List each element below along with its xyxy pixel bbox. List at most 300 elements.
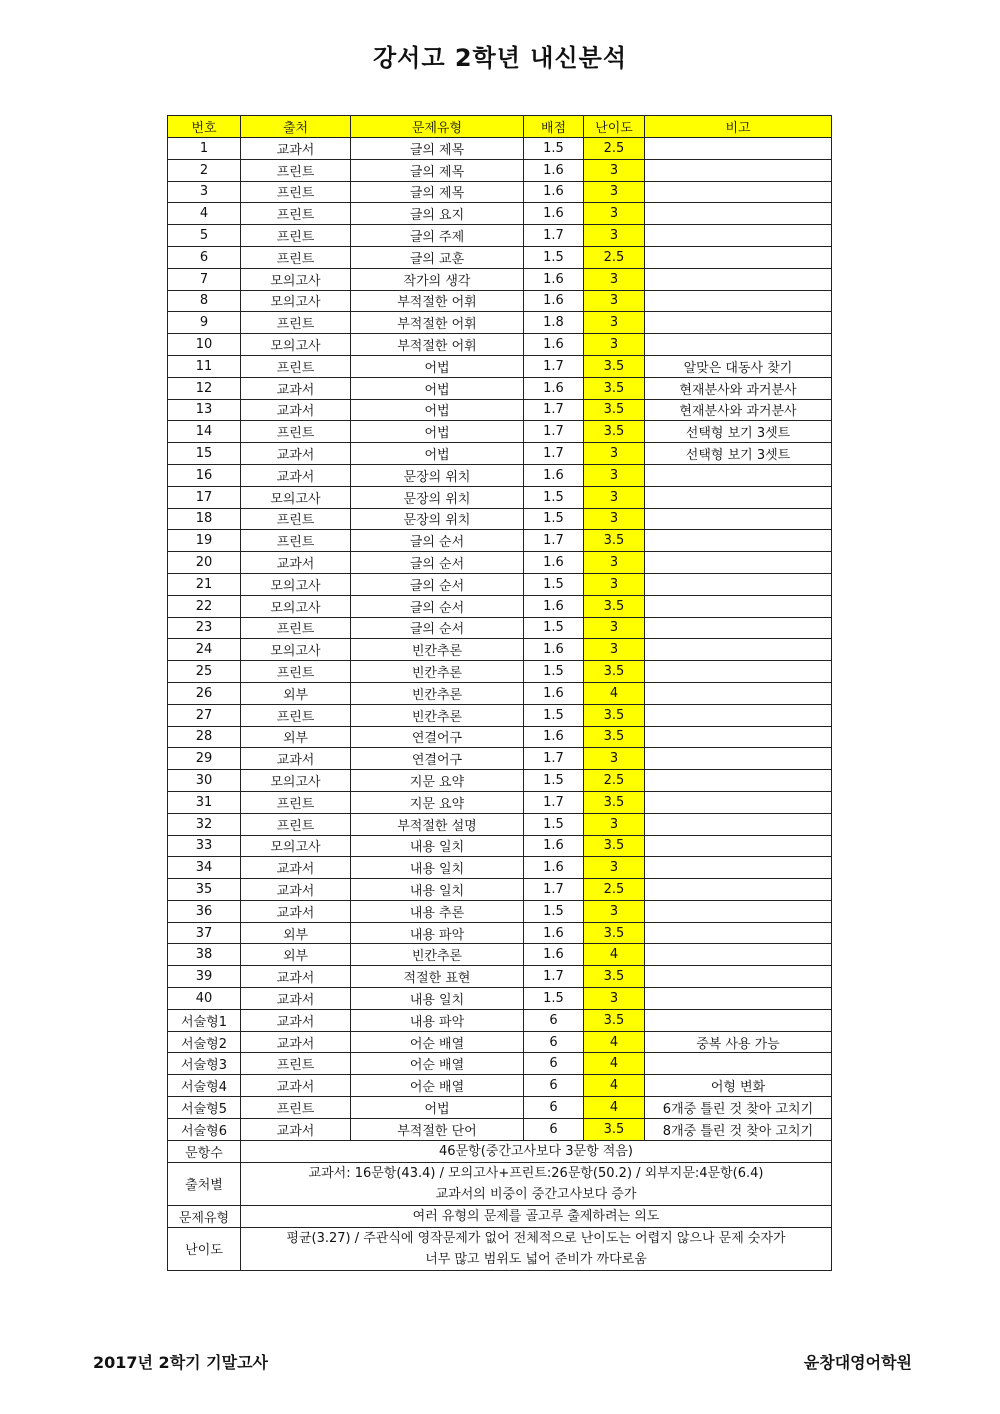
cell-score: 1.7 [524,443,584,465]
cell-score: 1.6 [524,159,584,181]
cell-score: 1.6 [524,181,584,203]
cell-difficulty: 3.5 [584,726,645,748]
cell-no: 1 [168,138,241,160]
cell-score: 6 [524,1053,584,1075]
cell-source: 프린트 [241,791,351,813]
cell-source: 모의고사 [241,573,351,595]
table-row [168,595,832,617]
table-row [168,1075,832,1097]
cell-source: 교과서 [241,138,351,160]
cell-score: 1.5 [524,508,584,530]
cell-type: 내용 추론 [351,900,524,922]
cell-type: 빈칸추론 [351,661,524,683]
cell-note [645,486,832,508]
cell-note [645,181,832,203]
cell-type: 글의 제목 [351,181,524,203]
cell-no: 17 [168,486,241,508]
cell-type: 어법 [351,399,524,421]
summary-label: 난이도 [168,1227,241,1270]
cell-difficulty: 3.5 [584,1009,645,1031]
cell-note [645,1009,832,1031]
cell-source: 교과서 [241,857,351,879]
cell-difficulty: 3 [584,508,645,530]
footer-academy-name: 윤창대영어학원 [803,1353,912,1372]
cell-difficulty: 3 [584,443,645,465]
cell-no: 34 [168,857,241,879]
cell-note: 알맞은 대동사 찾기 [645,355,832,377]
cell-source: 프린트 [241,159,351,181]
summary-line: 너무 많고 범위도 넓어 준비가 까다로움 [425,1251,647,1267]
cell-difficulty: 3.5 [584,922,645,944]
cell-difficulty: 3.5 [584,704,645,726]
cell-type: 글의 제목 [351,159,524,181]
cell-score: 1.5 [524,246,584,268]
cell-note: 어형 변화 [645,1075,832,1097]
table-row [168,726,832,748]
summary-line: 여러 유형의 문제를 골고루 출제하려는 의도 [412,1208,660,1224]
header-source: 출처 [241,116,351,138]
summary-row [168,1140,832,1162]
cell-score: 6 [524,1097,584,1119]
cell-no: 15 [168,443,241,465]
cell-note [645,159,832,181]
cell-note [645,552,832,574]
cell-note: 8개중 틀린 것 찾아 고치기 [645,1118,832,1140]
cell-type: 글의 순서 [351,595,524,617]
cell-source: 프린트 [241,661,351,683]
cell-type: 어법 [351,443,524,465]
cell-type: 연결어구 [351,748,524,770]
cell-no: 29 [168,748,241,770]
cell-score: 1.6 [524,639,584,661]
cell-type: 내용 파악 [351,1009,524,1031]
cell-type: 문장의 위치 [351,464,524,486]
cell-no: 40 [168,988,241,1010]
cell-score: 1.6 [524,334,584,356]
cell-note [645,508,832,530]
cell-difficulty: 4 [584,1097,645,1119]
cell-note [645,988,832,1010]
table-row [168,791,832,813]
table-row [168,1097,832,1119]
cell-source: 교과서 [241,552,351,574]
cell-score: 1.6 [524,203,584,225]
cell-source: 교과서 [241,464,351,486]
cell-difficulty: 3.5 [584,530,645,552]
table-row [168,748,832,770]
cell-no: 18 [168,508,241,530]
cell-no: 8 [168,290,241,312]
summary-text [241,1227,832,1270]
cell-type: 부적절한 설명 [351,813,524,835]
cell-no: 37 [168,922,241,944]
cell-difficulty: 2.5 [584,879,645,901]
cell-source: 프린트 [241,704,351,726]
cell-note: 현재분사와 과거분사 [645,377,832,399]
cell-note [645,464,832,486]
table-row [168,704,832,726]
cell-source: 교과서 [241,748,351,770]
cell-score: 1.7 [524,530,584,552]
cell-source: 교과서 [241,399,351,421]
cell-type: 내용 일치 [351,879,524,901]
cell-score: 1.7 [524,748,584,770]
cell-type: 글의 순서 [351,617,524,639]
cell-score: 1.6 [524,464,584,486]
cell-type: 글의 주제 [351,225,524,247]
table-row [168,617,832,639]
cell-type: 작가의 생각 [351,268,524,290]
header-score: 배점 [524,116,584,138]
cell-no: 11 [168,355,241,377]
cell-source: 교과서 [241,966,351,988]
cell-note [645,639,832,661]
cell-difficulty: 3 [584,181,645,203]
table-row [168,1031,832,1053]
cell-difficulty: 3.5 [584,661,645,683]
cell-note [645,748,832,770]
cell-source: 프린트 [241,246,351,268]
cell-score: 1.6 [524,377,584,399]
header-type: 문제유형 [351,116,524,138]
cell-type: 부적절한 어휘 [351,312,524,334]
cell-source: 모의고사 [241,290,351,312]
cell-note [645,203,832,225]
cell-no: 9 [168,312,241,334]
cell-score: 1.5 [524,617,584,639]
cell-difficulty: 3 [584,617,645,639]
cell-note [645,617,832,639]
table-row [168,988,832,1010]
cell-note [645,966,832,988]
header-no: 번호 [168,116,241,138]
table-row [168,1009,832,1031]
cell-difficulty: 3 [584,268,645,290]
cell-source: 외부 [241,682,351,704]
table-row [168,443,832,465]
cell-difficulty: 3.5 [584,355,645,377]
cell-source: 프린트 [241,181,351,203]
cell-difficulty: 3 [584,486,645,508]
cell-source: 교과서 [241,377,351,399]
cell-type: 지문 요약 [351,770,524,792]
cell-score: 1.5 [524,661,584,683]
table-row [168,944,832,966]
cell-source: 프린트 [241,225,351,247]
table-row [168,421,832,443]
cell-source: 교과서 [241,1031,351,1053]
cell-difficulty: 3 [584,748,645,770]
cell-score: 1.5 [524,988,584,1010]
cell-difficulty: 4 [584,1031,645,1053]
cell-difficulty: 3 [584,159,645,181]
cell-source: 모의고사 [241,595,351,617]
header-row [168,116,832,138]
cell-no: 25 [168,661,241,683]
cell-difficulty: 3 [584,203,645,225]
summary-line: 교과서의 비중이 중간고사보다 증가 [435,1186,637,1202]
table-row [168,377,832,399]
cell-no: 19 [168,530,241,552]
cell-note [645,704,832,726]
cell-type: 빈칸추론 [351,682,524,704]
cell-score: 1.7 [524,966,584,988]
cell-no: 38 [168,944,241,966]
analysis-table [167,115,832,1271]
cell-note: 선택형 보기 3셋트 [645,443,832,465]
cell-source: 프린트 [241,530,351,552]
cell-source: 프린트 [241,312,351,334]
cell-difficulty: 2.5 [584,138,645,160]
cell-note [645,770,832,792]
cell-score: 1.5 [524,900,584,922]
cell-no: 24 [168,639,241,661]
cell-score: 1.6 [524,682,584,704]
cell-difficulty: 3.5 [584,835,645,857]
table-row [168,159,832,181]
cell-note [645,334,832,356]
summary-text [241,1140,832,1162]
cell-no: 22 [168,595,241,617]
table-row [168,290,832,312]
cell-type: 내용 일치 [351,988,524,1010]
cell-type: 적절한 표현 [351,966,524,988]
cell-score: 1.7 [524,355,584,377]
cell-score: 1.6 [524,268,584,290]
summary-line: 46문항(중간고사보다 3문항 적음) [439,1143,633,1159]
cell-note: 선택형 보기 3셋트 [645,421,832,443]
cell-score: 1.6 [524,595,584,617]
cell-source: 교과서 [241,988,351,1010]
table-row [168,1118,832,1140]
cell-source: 프린트 [241,1053,351,1075]
cell-difficulty: 3 [584,639,645,661]
cell-score: 6 [524,1118,584,1140]
cell-note [645,813,832,835]
cell-source: 외부 [241,944,351,966]
cell-score: 1.7 [524,421,584,443]
table-body [168,138,832,1141]
cell-score: 1.7 [524,879,584,901]
cell-difficulty: 4 [584,1075,645,1097]
cell-type: 어법 [351,377,524,399]
cell-source: 프린트 [241,508,351,530]
table-row [168,203,832,225]
cell-source: 교과서 [241,879,351,901]
cell-source: 프린트 [241,1097,351,1119]
summary-label: 문제유형 [168,1205,241,1227]
cell-type: 어순 배열 [351,1053,524,1075]
cell-note [645,225,832,247]
cell-score: 1.6 [524,726,584,748]
table-row [168,682,832,704]
cell-difficulty: 3.5 [584,791,645,813]
cell-score: 6 [524,1031,584,1053]
cell-source: 프린트 [241,421,351,443]
cell-no: 7 [168,268,241,290]
cell-source: 교과서 [241,443,351,465]
cell-type: 내용 일치 [351,835,524,857]
cell-difficulty: 3 [584,573,645,595]
cell-difficulty: 2.5 [584,246,645,268]
cell-type: 어법 [351,1097,524,1119]
cell-no: 서술형4 [168,1075,241,1097]
cell-no: 32 [168,813,241,835]
cell-no: 27 [168,704,241,726]
cell-no: 서술형2 [168,1031,241,1053]
cell-type: 부적절한 어휘 [351,334,524,356]
table-row [168,486,832,508]
cell-difficulty: 3.5 [584,1118,645,1140]
cell-source: 프린트 [241,355,351,377]
cell-type: 빈칸추론 [351,704,524,726]
cell-type: 글의 제목 [351,138,524,160]
cell-type: 지문 요약 [351,791,524,813]
cell-score: 1.7 [524,225,584,247]
cell-source: 모의고사 [241,835,351,857]
table-row [168,857,832,879]
cell-difficulty: 2.5 [584,770,645,792]
cell-difficulty: 4 [584,944,645,966]
cell-no: 서술형5 [168,1097,241,1119]
cell-difficulty: 3 [584,225,645,247]
cell-difficulty: 3.5 [584,966,645,988]
cell-note [645,1053,832,1075]
cell-note [645,530,832,552]
table-row [168,312,832,334]
cell-source: 프린트 [241,617,351,639]
cell-type: 부적절한 어휘 [351,290,524,312]
cell-no: 14 [168,421,241,443]
cell-source: 프린트 [241,813,351,835]
cell-type: 글의 순서 [351,573,524,595]
header-difficulty: 난이도 [584,116,645,138]
table-row [168,770,832,792]
cell-score: 6 [524,1075,584,1097]
cell-type: 내용 일치 [351,857,524,879]
cell-no: 서술형3 [168,1053,241,1075]
cell-score: 6 [524,1009,584,1031]
cell-difficulty: 4 [584,682,645,704]
cell-note: 현재분사와 과거분사 [645,399,832,421]
cell-no: 13 [168,399,241,421]
cell-score: 1.6 [524,944,584,966]
cell-note [645,857,832,879]
table-row [168,639,832,661]
cell-type: 어법 [351,355,524,377]
cell-type: 글의 요지 [351,203,524,225]
cell-difficulty: 3.5 [584,399,645,421]
summary-row [168,1205,832,1227]
summary-line: 평균(3.27) / 주관식에 영작문제가 없어 전체적으로 난이도는 어렵지 않으나 문제 숫자가 [286,1230,786,1246]
cell-note: 중복 사용 가능 [645,1031,832,1053]
cell-no: 서술형6 [168,1118,241,1140]
table-row [168,138,832,160]
cell-type: 부적절한 단어 [351,1118,524,1140]
cell-score: 1.7 [524,791,584,813]
table-row [168,225,832,247]
cell-source: 교과서 [241,1118,351,1140]
table-row [168,399,832,421]
cell-type: 빈칸추론 [351,944,524,966]
table-row [168,355,832,377]
cell-note [645,922,832,944]
table-row [168,1053,832,1075]
cell-difficulty: 3.5 [584,595,645,617]
cell-note [645,573,832,595]
cell-no: 12 [168,377,241,399]
footer-exam-label: 2017년 2학기 기말고사 [93,1353,268,1372]
cell-score: 1.6 [524,835,584,857]
cell-source: 모의고사 [241,770,351,792]
cell-note [645,312,832,334]
cell-type: 글의 순서 [351,530,524,552]
cell-type: 글의 순서 [351,552,524,574]
cell-source: 모의고사 [241,268,351,290]
cell-difficulty: 3 [584,857,645,879]
table-row [168,508,832,530]
cell-note: 6개중 틀린 것 찾아 고치기 [645,1097,832,1119]
cell-no: 10 [168,334,241,356]
cell-score: 1.5 [524,486,584,508]
table-row [168,573,832,595]
cell-type: 어순 배열 [351,1031,524,1053]
cell-no: 6 [168,246,241,268]
cell-note [645,661,832,683]
cell-note [645,138,832,160]
cell-type: 어순 배열 [351,1075,524,1097]
cell-type: 문장의 위치 [351,486,524,508]
cell-no: 5 [168,225,241,247]
cell-difficulty: 4 [584,1053,645,1075]
cell-score: 1.6 [524,552,584,574]
cell-type: 문장의 위치 [351,508,524,530]
cell-note [645,595,832,617]
cell-source: 프린트 [241,203,351,225]
cell-note [645,879,832,901]
summary-text [241,1162,832,1205]
summary-line: 교과서: 16문항(43.4) / 모의고사+프린트:26문항(50.2) / 외부지문:4문항(6.4) [308,1165,764,1181]
table-row [168,334,832,356]
cell-note [645,900,832,922]
cell-no: 26 [168,682,241,704]
cell-no: 16 [168,464,241,486]
cell-no: 21 [168,573,241,595]
cell-difficulty: 3.5 [584,377,645,399]
summary-label: 문항수 [168,1140,241,1162]
cell-score: 1.5 [524,573,584,595]
cell-type: 빈칸추론 [351,639,524,661]
cell-note [645,726,832,748]
cell-no: 33 [168,835,241,857]
cell-type: 연결어구 [351,726,524,748]
cell-no: 39 [168,966,241,988]
cell-no: 서술형1 [168,1009,241,1031]
cell-no: 35 [168,879,241,901]
cell-note [645,944,832,966]
cell-type: 글의 교훈 [351,246,524,268]
cell-type: 내용 파악 [351,922,524,944]
table-row [168,661,832,683]
table-row [168,268,832,290]
cell-no: 28 [168,726,241,748]
cell-score: 1.6 [524,290,584,312]
header-note: 비고 [645,116,832,138]
table-row [168,181,832,203]
table-row [168,879,832,901]
cell-source: 모의고사 [241,334,351,356]
cell-source: 외부 [241,726,351,748]
